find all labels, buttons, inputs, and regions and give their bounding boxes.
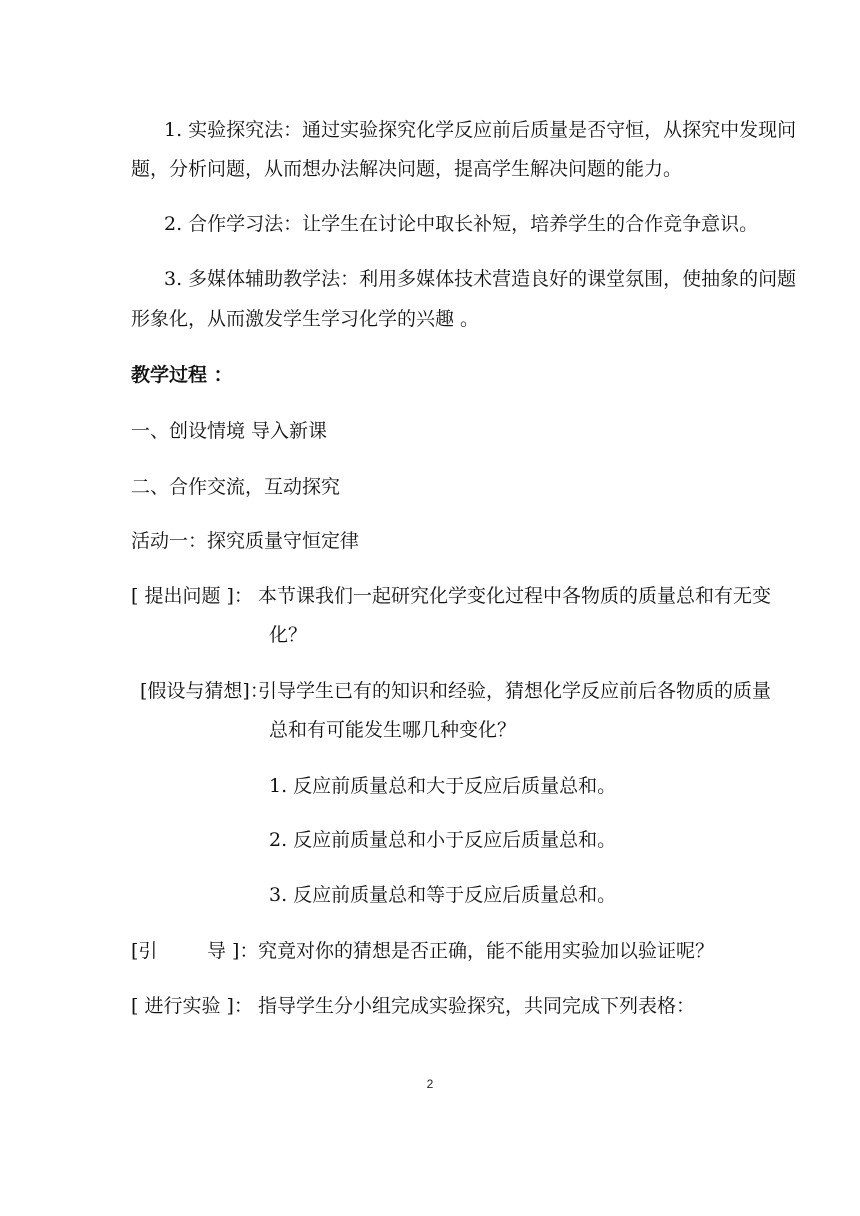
step-1: 一、创设情境 导入新课 (131, 420, 328, 442)
method-3-line-2: 形象化，从而激发学生学习化学的兴趣 。 (131, 308, 480, 330)
method-3-line-1: 3. 多媒体辅助教学法：利用多媒体技术营造良好的课堂氛围，使抽象的问题 (164, 268, 797, 290)
experiment-text: 指导学生分小组完成实验探究，共同完成下列表格： (258, 995, 696, 1017)
activity-title: 活动一：探究质量守恒定律 (131, 530, 360, 552)
experiment-label: [ 进行实验 ]： (131, 995, 253, 1017)
guide-text: 究竟对你的猜想是否正确，能不能用实验加以验证呢？ (258, 940, 715, 962)
method-1-line-1: 1. 实验探究法：通过实验探究化学反应前后质量是否守恒，从探究中发现问 (164, 119, 797, 141)
hypothesis-label: [假设与猜想]： (140, 680, 269, 702)
guide-label-right: 导 ]： (207, 940, 259, 962)
hypothesis-text-2: 总和有可能发生哪几种变化？ (269, 719, 517, 741)
question-text-2: 化？ (269, 624, 308, 646)
hypothesis-option-1: 1. 反应前质量总和大于反应后质量总和。 (269, 775, 617, 797)
page-number: 2 (426, 1077, 434, 1091)
hypothesis-text-1: 引导学生已有的知识和经验，猜想化学反应前后各物质的质量 (258, 680, 772, 702)
method-2: 2. 合作学习法：让学生在讨论中取长补短，培养学生的合作竞争意识。 (164, 213, 759, 235)
question-label: [ 提出问题 ]： (131, 585, 253, 607)
section-heading: 教学过程 ： (131, 364, 233, 386)
guide-label-left: [引 (131, 940, 158, 962)
method-1-line-2: 题，分析问题，从而想办法解决问题，提高学生解决问题的能力。 (131, 158, 683, 180)
hypothesis-option-3: 3. 反应前质量总和等于反应后质量总和。 (269, 884, 617, 906)
question-text-1: 本节课我们一起研究化学变化过程中各物质的质量总和有无变 (258, 585, 772, 607)
step-2: 二、合作交流，互动探究 (131, 476, 341, 498)
hypothesis-option-2: 2. 反应前质量总和小于反应后质量总和。 (269, 829, 617, 851)
